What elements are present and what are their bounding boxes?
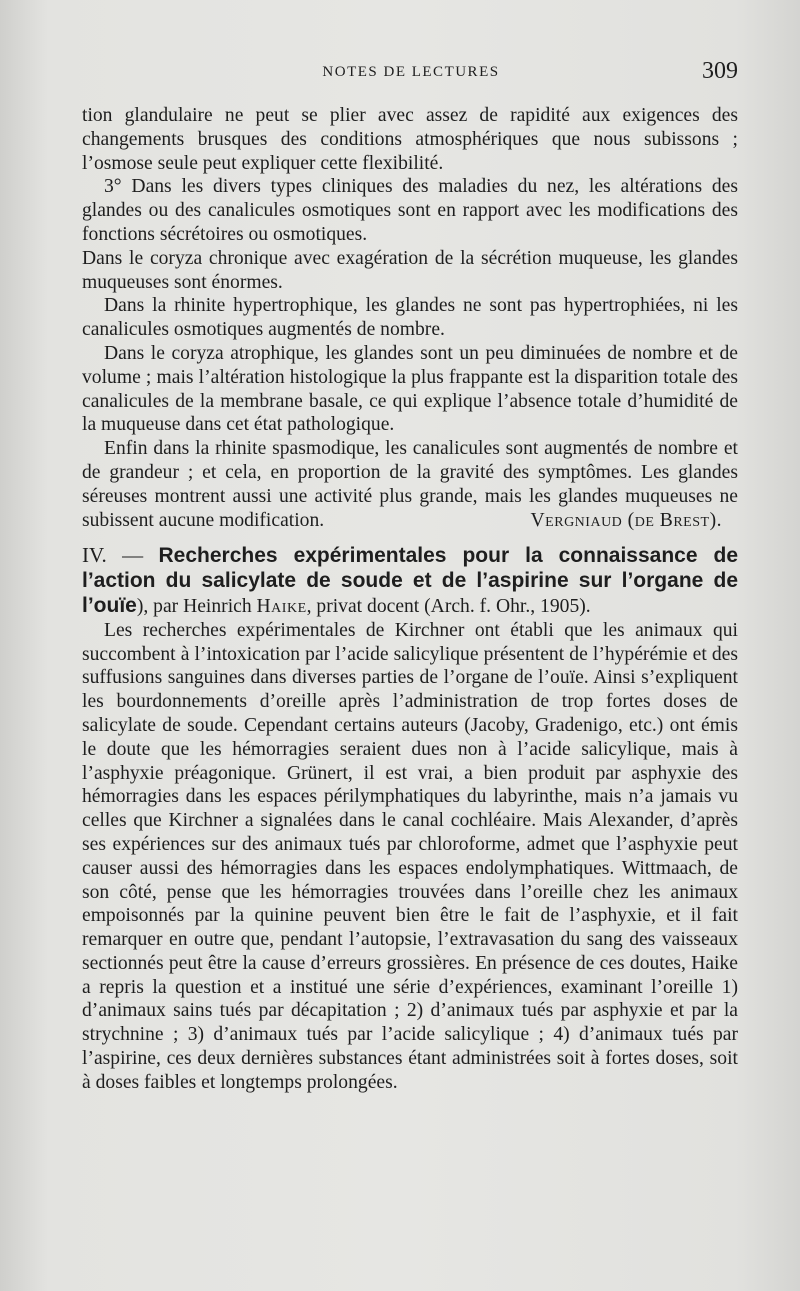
section-body: Les recherches expérimentales de Kirchner ont établi que les animaux qui succombent à l’intoxication par l’acide salicylique présentent de l’hypérémie et des suffusions sanguines dans diverses parties de l’organe de l’ouïe. Ainsi s’expliquent les bourdonnements d’oreille après l’administration de trop fortes doses de salicylate de soude. Cependant certains auteurs (Jacoby, Gradenigo, etc.) ont émis le doute que les hémorragies seraient dues non à l’acide salicylique, mais à l’asphyxie préagonique. Grünert, il est vrai, a bien produit par asphyxie des hémorragies dans les espaces périlymphatiques du labyrinthe, mais n’a jamais vu celles que Kirchner a signalées dans le canal cochléaire. Mais Alexander, d’après ses expériences sur des animaux tués par chloroforme, admet que l’asphyxie peut causer aussi des hémorragies dans les espaces endolymphatiques. Wittmaach, de son côté, pense que les hémorragies trouvées dans l’oreille chez les animaux empoisonnés par la quinine peuvent bien être le fait de l’asphyxie, et il fait remarquer en outre que, pendant l’autopsie, l’extravasation du sang des vaisseaux sectionnés peut être la cause d’erreurs grossières. En présence de ces doutes, Haike a repris la question et a institué une série d’expériences, examinant l’oreille 1) d’animaux sains tués par décapitation ; 2) d’animaux tués par asphyxie et par la strychnine ; 3) d’animaux tués par l’acide salicylique ; 4) d’animaux tués par l’aspirine, ces deux dernières substances étant administrées soit à fortes doses, soit à doses faibles et longtemps prolongées.: [82, 619, 738, 1093]
paragraph-chronic-coryza: Dans le coryza chronique avec exagération de la sécrétion muqueuse, les glandes muqueuses sont énormes.: [82, 247, 738, 293]
paragraph-point-3: 3° Dans les divers types cliniques des maladies du nez, les altérations des glandes ou des canalicules osmotiques sont en rapport avec les modifications des fonctions sécrétoires ou osmotiques.: [82, 176, 738, 245]
section-byline: ), par Heinrich: [136, 595, 257, 617]
section-author: Haike: [256, 595, 307, 617]
section-title: Recherches expérimentales pour la connaissance de l’action du salicylate de soude et de l’aspirine sur l’organe de l’ouïe: [82, 544, 739, 617]
paragraph-atrophic-coryza: Dans le coryza atrophique, les glandes sont un peu diminuées de nombre et de volume ; mais l’altération histologique la plus frappante est la disparition totale des canalicules de la membrane basale, ce qui explique l’absence totale d’humidité de la muqueuse dans cet état pathologique.: [82, 342, 738, 436]
paragraph-continuation: tion glandulaire ne peut se plier avec assez de rapidité aux exigences des changements brusques des conditions atmosphériques que nous subissons ; l’osmose seule peut expliquer cette flexibilité.: [82, 105, 738, 174]
page-body: [82, 104, 738, 1095]
section-heading: [82, 544, 738, 618]
section-affiliation: , privat docent: [306, 595, 425, 617]
paragraph-hypertrophic-rhinitis: Dans la rhinite hypertrophique, les glandes ne sont pas hypertrophiées, ni les canalicules osmotiques augmentés de nombre.: [82, 295, 738, 341]
running-head: NOTES DE LECTURES: [322, 64, 500, 80]
section-citation: (Arch. f. Ohr., 1905).: [424, 595, 591, 617]
paragraph-spasmodic-rhinitis: Enfin dans la rhinite spasmodique, les canalicules sont augmentés de nombre et de grandeur ; et cela, en proportion de la gravité des symptômes. Les glandes séreuses montrent aussi une activité plus grande, mais les glandes muqueuses ne subissent aucune modification.: [82, 438, 738, 531]
section-numeral: IV. —: [82, 543, 159, 568]
page-header: [84, 58, 738, 92]
page-number: 309: [702, 58, 738, 84]
signoff-text: Vergniaud (de Brest).: [530, 509, 722, 531]
